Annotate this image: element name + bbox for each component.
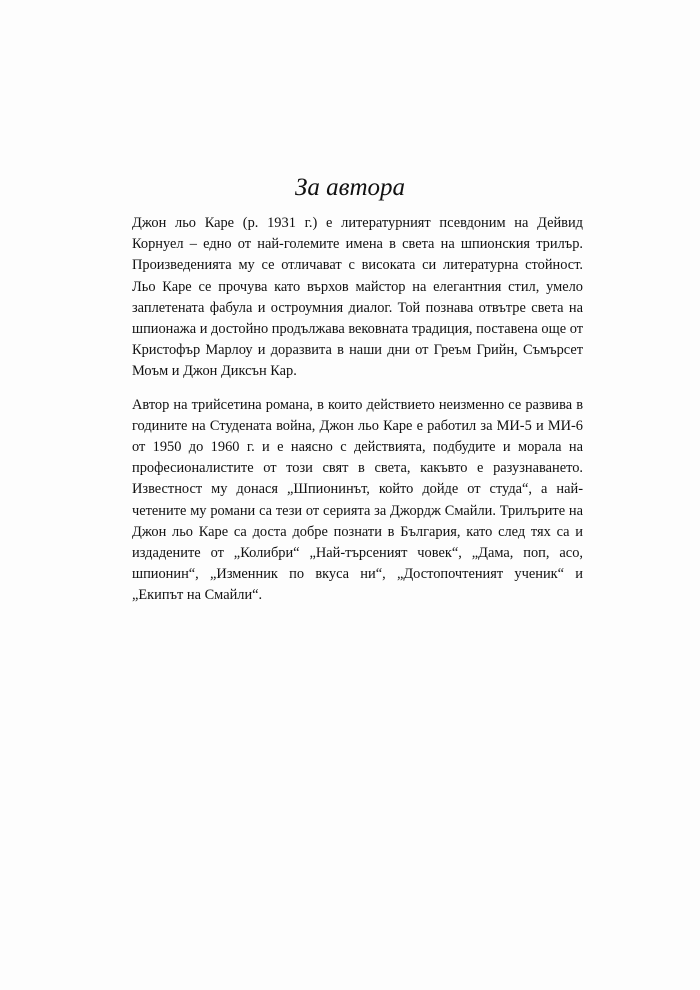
page-title: За автора [294, 174, 406, 201]
body-text [132, 213, 583, 619]
paragraph: Джон льо Каре (р. 1931 г.) е литературният псевдоним на Дейвид Корнуел – едно от най-големите имена в света на шпионския трилър. Произведенията му се отличават с високата си литературна стойност. Льо Каре се прочува като върхов майстор на елегантния стил, умело заплетената фабула и остроумния диалог. Той познава отвътре света на шпионажа и достойно продължава вековната традиция, поставена още от Кристофър Марлоу и доразвита в наши дни от Греъм Грийн, Съмърсет Моъм и Джон Диксън Кар. [132, 215, 583, 380]
paragraph: Автор на трийсетина романа, в които действието неизменно се развива в годините на Студената война, Джон льо Каре е работил за МИ-5 и МИ-6 от 1950 до 1960 г. и е наясно с действията, подбудите и морала на професионалистите от този свят в света, какъвто е разузнаването. Известност му донася „Шпионинът, който дойде от студа“, а най-четените му романи са тези от серията за Джордж Смайли. Трилърите на Джон льо Каре са доста добре познати в България, като след тях са и издадените от „Колибри“ „Най-търсеният човек“, „Дама, поп, асо, шпионин“, „Изменник по вкуса ни“, „Достопочтеният ученик“ и „Екипът на Смайли“. [132, 396, 583, 604]
